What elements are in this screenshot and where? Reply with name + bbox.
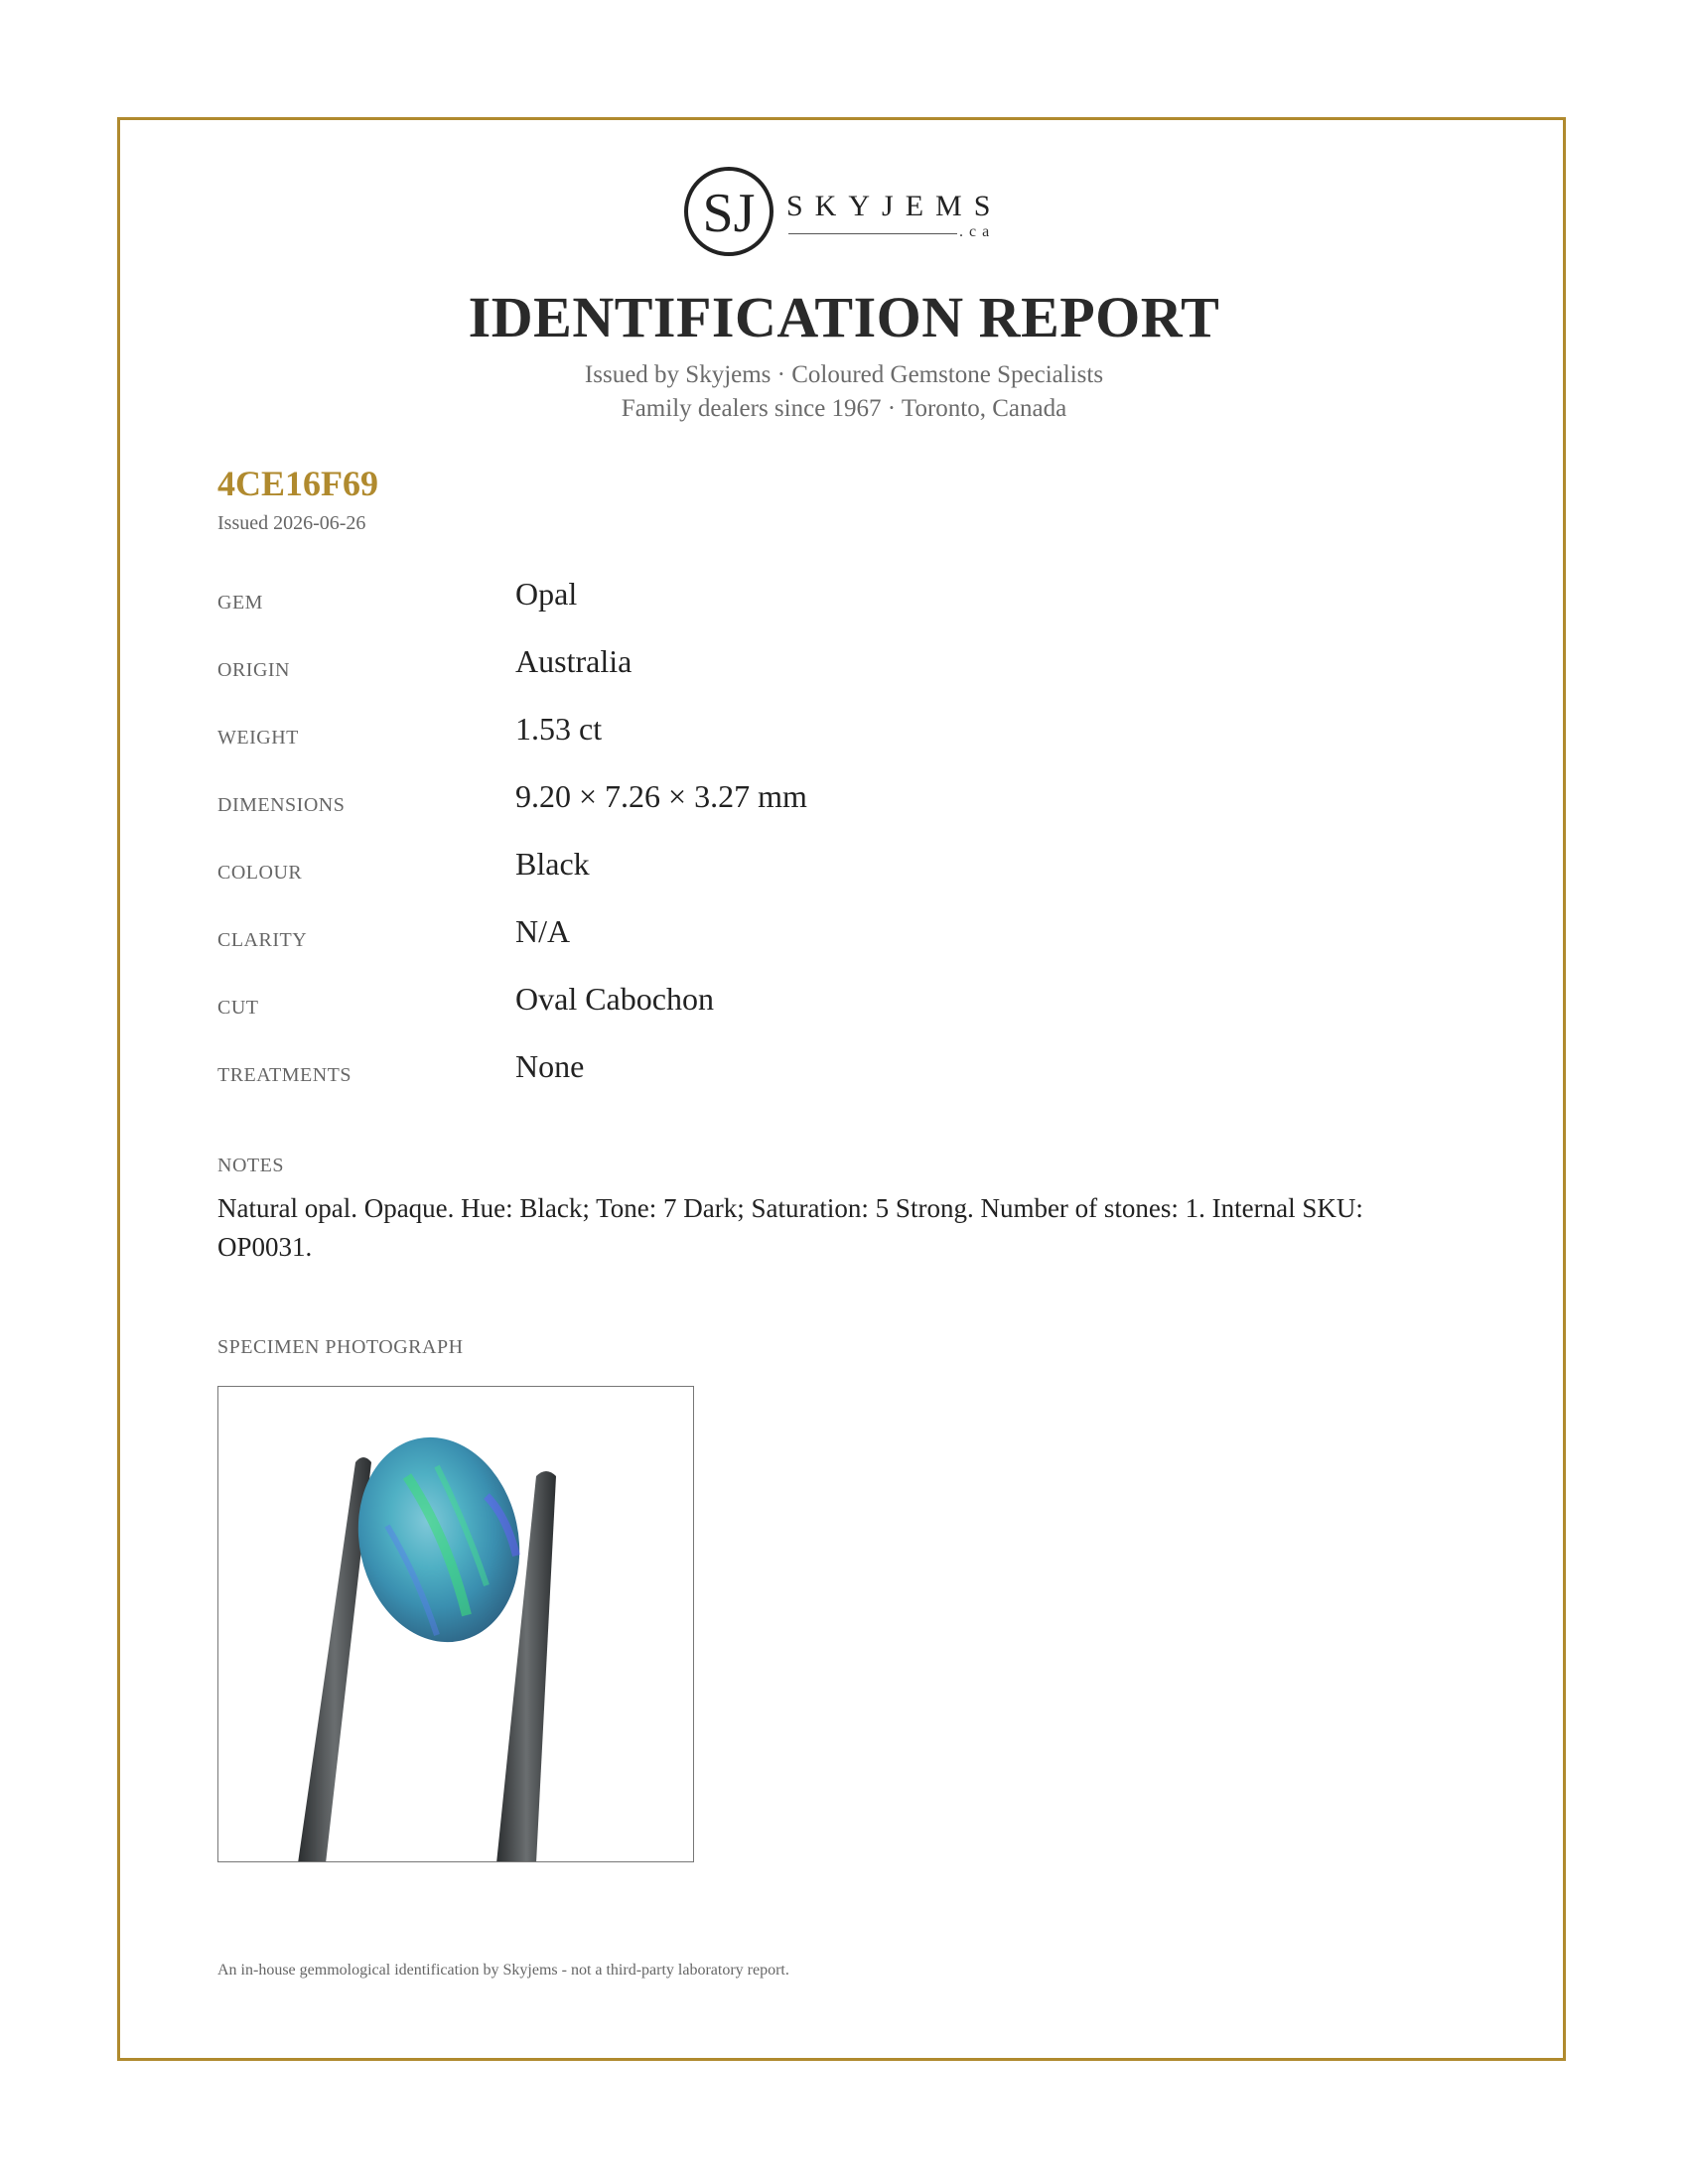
field-row-cut bbox=[217, 981, 1409, 1040]
subtitle-location: Family dealers since 1967 · Toronto, Canada bbox=[621, 395, 1067, 422]
field-label: ORIGIN bbox=[217, 659, 290, 681]
specimen-photograph bbox=[217, 1386, 694, 1862]
field-row-gem bbox=[217, 576, 1409, 635]
field-label: COLOUR bbox=[217, 862, 303, 884]
field-row-clarity bbox=[217, 913, 1409, 973]
field-label: DIMENSIONS bbox=[217, 794, 346, 816]
photo-label: SPECIMEN PHOTOGRAPH bbox=[217, 1336, 464, 1358]
notes-text: Natural opal. Opaque. Hue: Black; Tone: 7 Dark; Saturation: 5 Strong. Number of stones: 1. Internal SKU: OP0031. bbox=[217, 1193, 1363, 1262]
subtitle-issuer: Issued by Skyjems · Coloured Gemstone Specialists bbox=[584, 361, 1104, 388]
field-label: WEIGHT bbox=[217, 727, 299, 749]
sj-monogram-icon bbox=[681, 162, 780, 261]
page-title: IDENTIFICATION REPORT bbox=[468, 285, 1220, 349]
field-row-weight bbox=[217, 711, 1409, 770]
field-value: N/A bbox=[515, 913, 571, 949]
field-row-origin bbox=[217, 643, 1409, 703]
field-value: Australia bbox=[515, 643, 633, 679]
field-row-colour bbox=[217, 846, 1409, 905]
logo-wordmark: SKYJEMS bbox=[786, 190, 1003, 222]
field-label: GEM bbox=[217, 592, 263, 614]
field-label: CUT bbox=[217, 997, 259, 1019]
field-value: 1.53 ct bbox=[515, 711, 603, 747]
logo-domain: .ca bbox=[959, 223, 996, 240]
opal-in-tweezers-image bbox=[218, 1387, 694, 1862]
footer-disclaimer: An in-house gemmological identification by Skyjems - not a third-party laboratory report. bbox=[217, 1962, 789, 1979]
field-value: None bbox=[515, 1048, 585, 1084]
field-value: 9.20 × 7.26 × 3.27 mm bbox=[515, 778, 807, 814]
logo-divider bbox=[788, 233, 957, 234]
field-value: Oval Cabochon bbox=[515, 981, 714, 1017]
field-row-dimensions bbox=[217, 778, 1409, 838]
report-id: 4CE16F69 bbox=[217, 464, 378, 503]
notes-label: NOTES bbox=[217, 1155, 284, 1176]
logo-monogram: SJ bbox=[702, 183, 756, 244]
field-value: Black bbox=[515, 846, 590, 882]
field-row-treatments bbox=[217, 1048, 1409, 1108]
field-label: TREATMENTS bbox=[217, 1064, 352, 1086]
field-label: CLARITY bbox=[217, 929, 308, 951]
skyjems-logo bbox=[681, 162, 1009, 261]
issued-date: Issued 2026-06-26 bbox=[217, 512, 366, 534]
field-value: Opal bbox=[515, 576, 578, 612]
